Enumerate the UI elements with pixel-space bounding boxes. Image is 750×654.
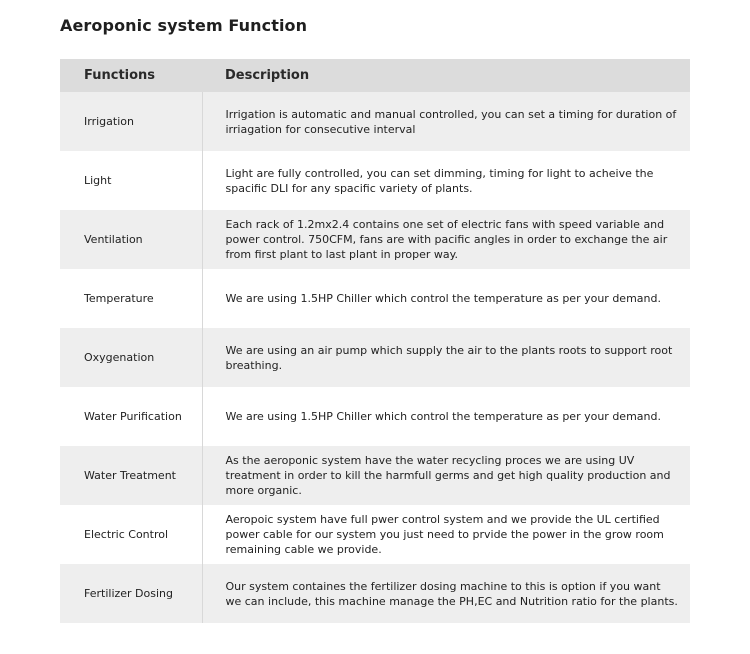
table-row <box>60 505 690 564</box>
function-name: Fertilizer Dosing <box>84 587 173 600</box>
table-row <box>60 151 690 210</box>
page-title: Aeroponic system Function <box>60 16 308 35</box>
function-description: Light are fully controlled, you can set dimming, timing for light to acheive the spacific DLI for any spacific variety of plants. <box>202 151 690 210</box>
function-name: Oxygenation <box>84 351 155 364</box>
function-name: Water Purification <box>84 410 182 423</box>
table-row <box>60 446 690 505</box>
function-name: Ventilation <box>84 233 143 246</box>
function-description: We are using 1.5HP Chiller which control the temperature as per your demand. <box>202 387 690 446</box>
table-row <box>60 387 690 446</box>
function-name: Electric Control <box>84 528 169 541</box>
table-row <box>60 564 690 623</box>
table-header-row <box>60 59 690 92</box>
functions-table <box>60 59 690 623</box>
function-name: Temperature <box>84 292 154 305</box>
table-row <box>60 92 690 151</box>
column-header-description: Description <box>225 68 310 83</box>
function-description: Each rack of 1.2mx2.4 contains one set of electric fans with speed variable and power control. 750CFM, fans are with pacific angles in order to exchange the air from first plant to last plant in proper way. <box>202 210 690 269</box>
function-description: As the aeroponic system have the water recycling proces we are using UV treatment in order to kill the harmfull germs and get high quality production and more organic. <box>202 446 690 505</box>
function-name: Light <box>84 174 112 187</box>
table-row <box>60 210 690 269</box>
column-header-functions: Functions <box>84 68 156 83</box>
function-description: Our system containes the fertilizer dosing machine to this is option if you want we can include, this machine manage the PH,EC and Nutrition ratio for the plants. <box>202 564 690 623</box>
table-row <box>60 269 690 328</box>
table-row <box>60 328 690 387</box>
function-description: Irrigation is automatic and manual controlled, you can set a timing for duration of irriagation for consecutive interval <box>202 92 690 151</box>
function-name: Irrigation <box>84 115 134 128</box>
function-description: We are using 1.5HP Chiller which control the temperature as per your demand. <box>202 269 690 328</box>
function-description: We are using an air pump which supply the air to the plants roots to support root breathing. <box>202 328 690 387</box>
function-name: Water Treatment <box>84 469 176 482</box>
function-description: Aeropoic system have full pwer control system and we provide the UL certified power cable for our system you just need to prvide the power in the grow room remaining cable we provide. <box>202 505 690 564</box>
